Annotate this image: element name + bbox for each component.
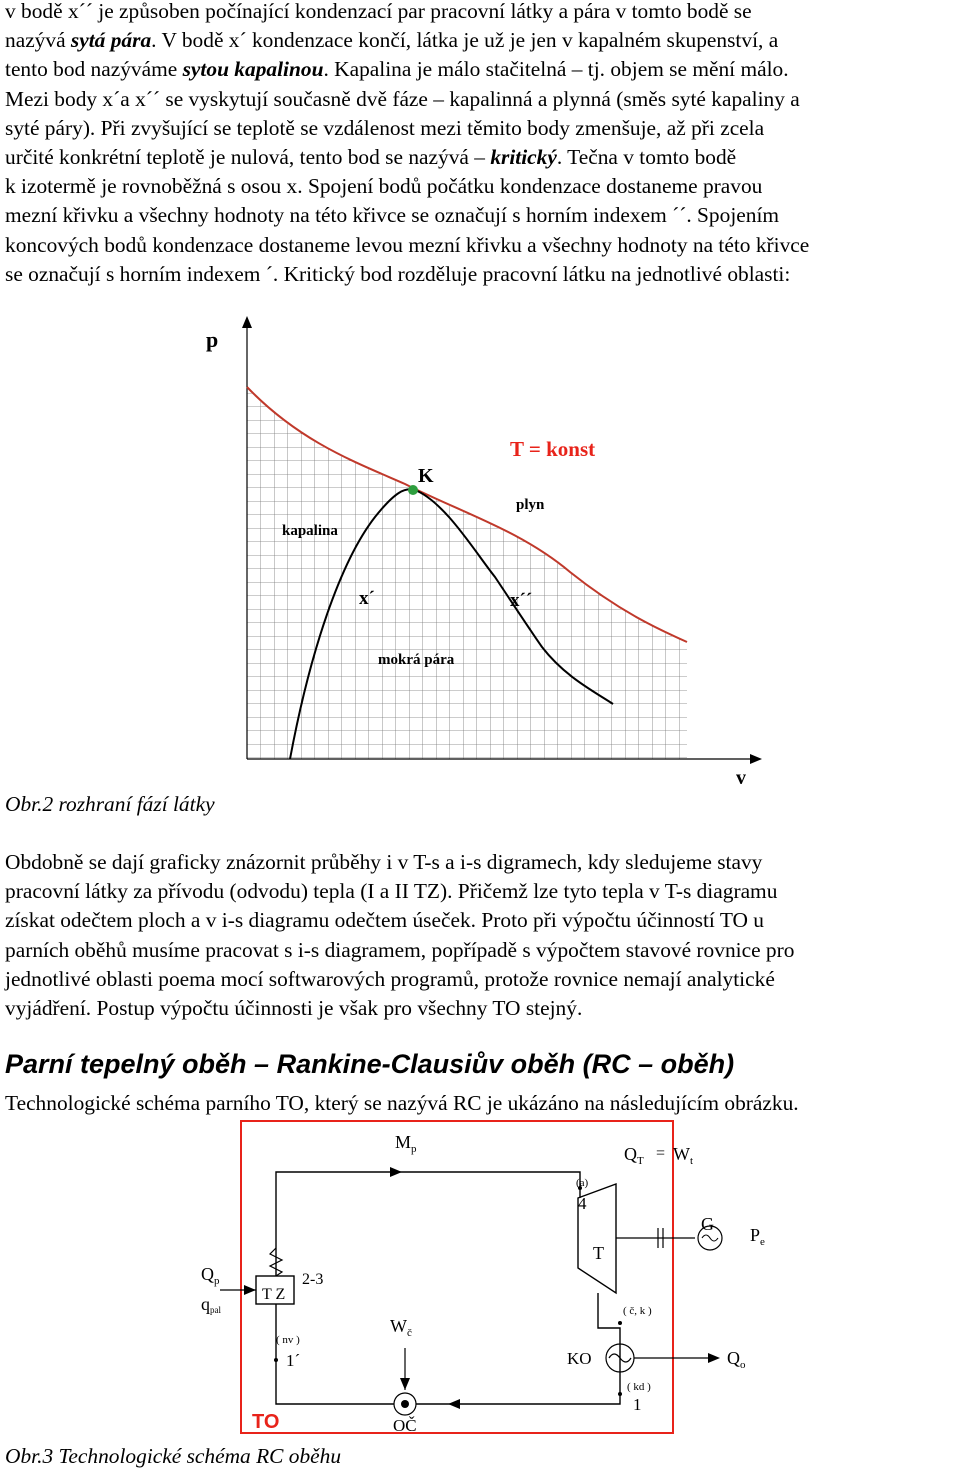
label-x-double-prime: x´´ bbox=[510, 590, 533, 611]
emphasis-term: sytá pára bbox=[70, 28, 152, 53]
text-line bbox=[5, 0, 960, 26]
label-x-prime: x´ bbox=[359, 588, 375, 609]
label-1-prime: 1´ bbox=[286, 1351, 301, 1370]
figure2-caption: Obr.2 rozhraní fází látky bbox=[5, 792, 215, 816]
text-line bbox=[5, 906, 960, 935]
text-run: vyjádření. Postup výpočtu účinnosti je však pro všechny TO stejný. bbox=[5, 996, 583, 1021]
text-line bbox=[5, 877, 960, 906]
label-tz: T Z bbox=[262, 1286, 286, 1303]
x-axis-arrow bbox=[750, 754, 762, 764]
text-run: získat odečtem ploch a v i-s diagramu odečtem úseček. Proto při výpočtu účinností TO u bbox=[5, 908, 764, 933]
intro-line: Technologické schéma parního TO, který se nazývá RC je ukázáno na následujícím obrázku. bbox=[5, 1091, 799, 1115]
text-run: Mezi body x´a x´´ se vyskytují současně dvě fáze – kapalinná a plynná (směs syté kapaliny a bbox=[5, 86, 800, 111]
emphasis-term: kritický bbox=[490, 145, 557, 170]
label-kapalina: kapalina bbox=[282, 523, 338, 539]
text-line bbox=[5, 26, 960, 55]
state-point-1-prime bbox=[274, 1358, 278, 1362]
text-line bbox=[5, 936, 960, 965]
label-k: K bbox=[418, 465, 434, 487]
heat-input-arrow bbox=[244, 1285, 256, 1295]
text-line bbox=[5, 114, 960, 143]
pump-work-arrow bbox=[400, 1378, 410, 1390]
rc-cycle-scheme bbox=[190, 1118, 765, 1440]
text-line bbox=[5, 55, 960, 84]
text-line bbox=[5, 965, 960, 994]
text-run: parních oběhů musíme pracovat s i-s diagramem, popřípadě s výpočtem stavové rovnice pro bbox=[5, 937, 795, 962]
body-paragraph-top bbox=[5, 0, 960, 289]
text-run: nazývá bbox=[5, 28, 71, 53]
text-run: pracovní látky za přívodu (odvodu) tepla (I a II TZ). Přičemž lze tyto tepla v T-s diagramu bbox=[5, 879, 778, 904]
text-line bbox=[5, 201, 960, 230]
label-nv: ( nv ) bbox=[276, 1334, 300, 1346]
state-point-1 bbox=[618, 1392, 622, 1396]
y-axis-arrow bbox=[242, 316, 252, 328]
critical-point bbox=[408, 485, 418, 495]
flow-arrow-top bbox=[390, 1167, 402, 1177]
label-turbine: T bbox=[593, 1243, 604, 1263]
text-run: . V bodě x´ kondenzace končí, látka je už je jen v kapalném skupenství, a bbox=[151, 28, 779, 53]
text-line bbox=[5, 143, 960, 172]
turbine-outlet-line bbox=[598, 1293, 620, 1382]
text-line bbox=[5, 260, 960, 289]
text-run: syté páry). Při zvyšující se teplotě se vzdálenost mezi těmito body zmenšuje, až při zcela bbox=[5, 115, 765, 140]
text-run: Obdobně se dají graficky znázornit průběhy i v T-s a i-s digramech, kdy sledujeme stavy bbox=[5, 850, 763, 874]
label-qp: $Q_p$ bbox=[201, 1264, 220, 1287]
text-run: určité konkrétní teplotě je nulová, tento bod se nazývá – bbox=[5, 145, 491, 170]
label-generator: G bbox=[701, 1214, 714, 1234]
label-oc: OČ bbox=[393, 1416, 417, 1435]
label-to: TO bbox=[252, 1411, 280, 1433]
label-kd: ( kd ) bbox=[627, 1381, 651, 1393]
state-point-ck bbox=[618, 1321, 622, 1325]
axis-label-p: p bbox=[206, 327, 219, 352]
label-qo: $Q_o$ bbox=[727, 1348, 746, 1371]
label-4: 4 bbox=[578, 1194, 587, 1213]
text-line bbox=[5, 848, 960, 877]
emphasis-term: sytou kapalinou bbox=[182, 57, 324, 82]
label-wt: $W_t$ bbox=[673, 1144, 694, 1167]
flow-arrow-bottom bbox=[448, 1399, 460, 1409]
label-ko: KO bbox=[567, 1349, 592, 1368]
text-run: tento bod nazýváme bbox=[5, 57, 183, 82]
text-run: se označují s horním indexem ´. Kritický bod rozděluje pracovní látku na jednotlivé oblasti: bbox=[5, 261, 791, 286]
label-qpal: qpal bbox=[201, 1294, 221, 1315]
text-line bbox=[5, 85, 960, 114]
text-run: mezní křivku a všechny hodnoty na této křivce se označují s horním indexem ´´. Spojením bbox=[5, 203, 780, 228]
cycle-loop-top bbox=[276, 1172, 580, 1358]
text-run: koncových bodů kondenzace dostaneme levou mezní křivku a všechny hodnoty na této křivce bbox=[5, 232, 810, 257]
text-line bbox=[5, 231, 960, 260]
text-run: k izotermě je rovnoběžná s osou x. Spojení bodů počátku kondenzace dostaneme pravou bbox=[5, 174, 763, 199]
text-run: . Tečna v tomto bodě bbox=[556, 145, 737, 170]
label-plyn: plyn bbox=[516, 497, 545, 513]
pv-diagram bbox=[190, 312, 780, 792]
label-mokra-para: mokrá pára bbox=[378, 652, 455, 668]
feed-pump-core bbox=[401, 1400, 409, 1408]
label-wc: $W_č$ bbox=[390, 1316, 412, 1339]
label-t-konst: T = konst bbox=[510, 437, 596, 461]
text-run: . Kapalina je málo stačitelná – tj. objem se mění málo. bbox=[323, 57, 789, 82]
section-heading: Parní tepelný oběh – Rankine-Clausiův oběh (RC – oběh) bbox=[5, 1049, 735, 1079]
text-line bbox=[5, 172, 960, 201]
axis-label-v: v bbox=[736, 767, 746, 789]
label-eq: = bbox=[656, 1145, 666, 1162]
label-qt: $Q_T$ bbox=[624, 1144, 644, 1167]
label-a: (a) bbox=[576, 1177, 589, 1189]
label-mp: $M_p$ bbox=[395, 1132, 417, 1155]
text-run: v bodě x´´ je způsoben počínající kondenzací par pracovní látky a pára v tomto bodě se bbox=[5, 0, 752, 23]
body-paragraph-middle bbox=[5, 848, 960, 1023]
figure3-caption: Obr.3 Technologické schéma RC oběhu bbox=[5, 1444, 342, 1468]
qo-arrow bbox=[708, 1353, 720, 1363]
text-line bbox=[5, 994, 960, 1023]
label-1: 1 bbox=[633, 1395, 642, 1414]
label-ck: ( č, k ) bbox=[623, 1305, 652, 1317]
generator-wave bbox=[702, 1235, 718, 1241]
text-run: jednotlivé oblasti poema mocí softwarových programů, protože rovnice nemají analytické bbox=[5, 966, 775, 991]
label-2-3: 2-3 bbox=[302, 1271, 324, 1288]
label-pe: $P_e$ bbox=[750, 1225, 765, 1248]
